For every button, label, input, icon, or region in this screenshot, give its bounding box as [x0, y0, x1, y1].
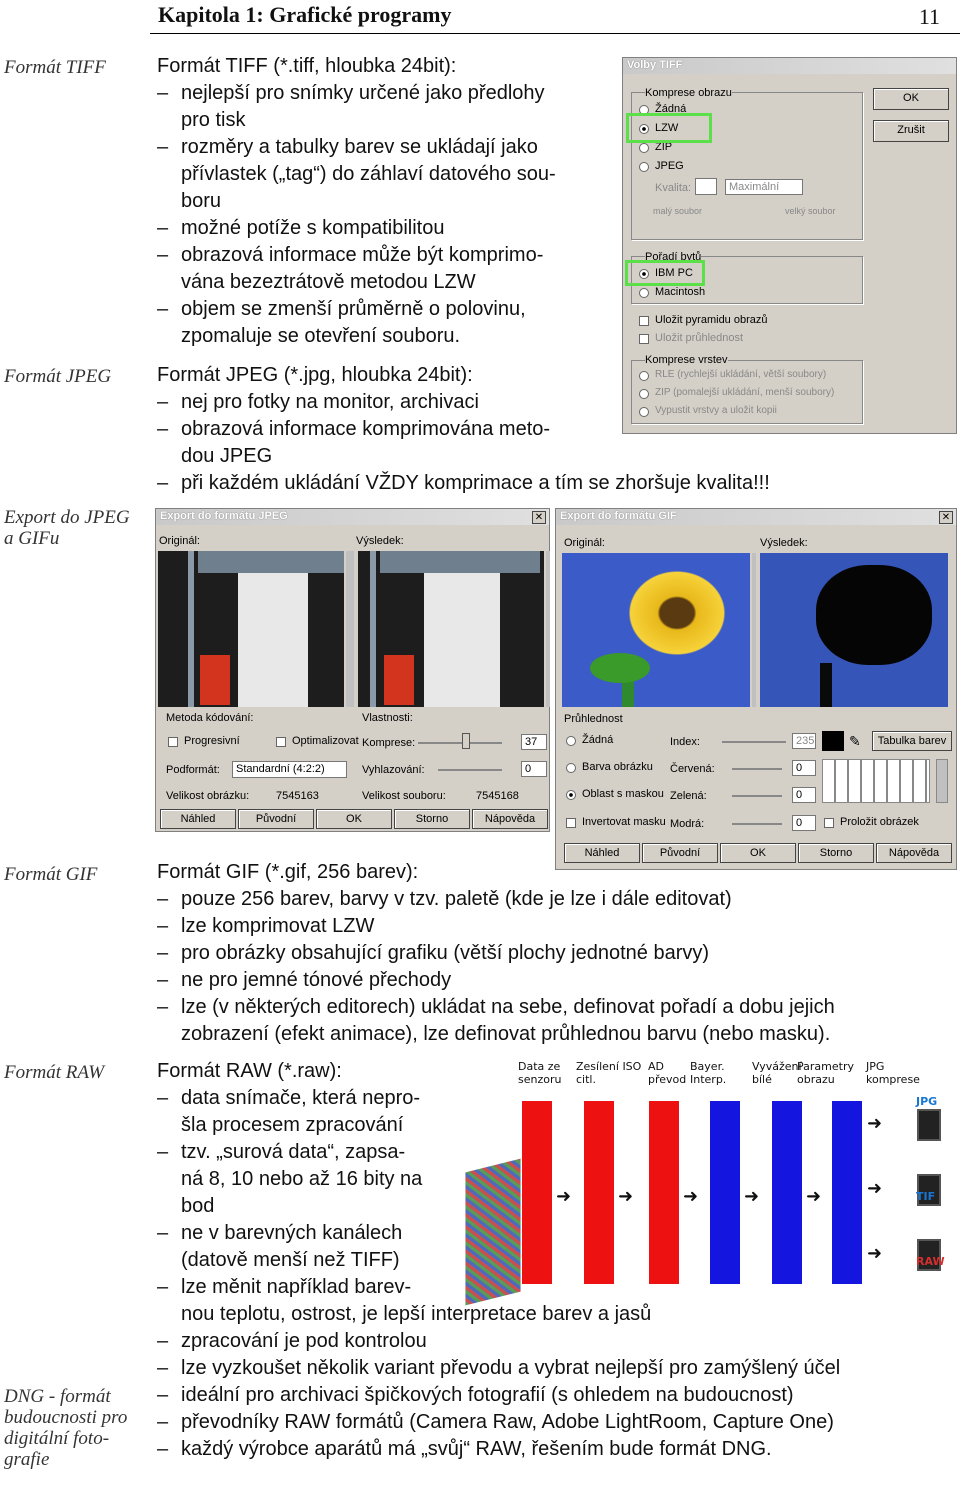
scrollbar[interactable] — [346, 551, 354, 707]
big-file-label: velký soubor — [785, 206, 836, 216]
blue-slider[interactable] — [732, 823, 782, 825]
encoding-method-label: Metoda kódování: — [166, 712, 254, 724]
bullet-dash: – — [157, 217, 169, 239]
arrow-icon: ➜ — [867, 1243, 883, 1264]
side-note-raw: Formát RAW — [4, 1062, 105, 1083]
side-note-jpeg: Formát JPEG — [4, 366, 112, 387]
side-note-export: Export do JPEG a GIFu — [4, 507, 130, 549]
list-item: ná 8, 10 nebo až 16 bity na — [181, 1168, 423, 1190]
ok-button[interactable]: OK — [720, 843, 796, 863]
green-label: Zelená: — [670, 790, 707, 802]
list-item: pro obrázky obsahující grafiku (větší plochy jednotné barvy) — [181, 942, 710, 964]
bullet-dash: – — [157, 996, 169, 1018]
radio-mask[interactable] — [566, 790, 576, 800]
compression-group-label: Komprese obrazu — [645, 87, 732, 99]
bullet-dash: – — [157, 1411, 169, 1433]
compression-value[interactable]: 37 — [521, 734, 547, 750]
file-size-value: 7545168 — [476, 790, 519, 802]
interlace-checkbox[interactable] — [824, 818, 834, 828]
subformat-label: Podformát: — [166, 764, 220, 776]
original-label: Originál: — [564, 537, 605, 549]
red-label: Červená: — [670, 763, 715, 775]
highlight-ibm — [625, 260, 705, 286]
list-item: boru — [181, 190, 222, 212]
list-item: vána bezeztrátově metodou LZW — [181, 271, 476, 293]
dialog-title-bar: Volby TIFF — [623, 58, 956, 74]
pipeline-stage-bar — [832, 1101, 862, 1284]
arrow-icon: ➜ — [806, 1186, 822, 1207]
bullet-dash: – — [157, 244, 169, 266]
close-icon[interactable]: ✕ — [532, 511, 546, 524]
progressive-checkbox[interactable] — [168, 737, 178, 747]
pipeline-step-label: Data ze senzoru — [518, 1060, 562, 1086]
bullet-dash: – — [157, 1087, 169, 1109]
bullet-dash: – — [157, 1384, 169, 1406]
list-item: každý výrobce aparátů má „svůj“ RAW, řešením bude formát DNG. — [181, 1438, 772, 1460]
chapter-title: Kapitola 1: Grafické programy — [158, 2, 452, 27]
list-item: při každém ukládání VŽDY komprimace a tím se zhoršuje kvalita!!! — [181, 472, 770, 494]
help-button[interactable]: Nápověda — [876, 843, 952, 863]
radio-jpeg-label: JPEG — [655, 160, 684, 172]
compression-label: Komprese: — [362, 737, 416, 749]
radio-rle-label: RLE (rychlejší ukládání, větší soubory) — [655, 369, 827, 380]
ok-button[interactable]: OK — [873, 88, 949, 110]
output-format-label: TIF — [916, 1190, 936, 1203]
color-table-button[interactable]: Tabulka barev — [872, 731, 952, 751]
green-slider[interactable] — [732, 795, 782, 797]
smoothing-label: Vyhlazování: — [362, 764, 425, 776]
bullet-dash: – — [157, 1276, 169, 1298]
list-item: ideální pro archivaci špičkových fotografií (s ohledem na budoucnost) — [181, 1384, 794, 1406]
list-item: zpracování je pod kontrolou — [181, 1330, 427, 1352]
bullet-dash: – — [157, 969, 169, 991]
pipeline-stage-bar — [649, 1101, 679, 1284]
radio-image-color-label: Barva obrázku — [582, 761, 653, 773]
result-preview — [358, 551, 544, 707]
layer-compression-label: Komprese vrstev — [645, 354, 728, 366]
radio-image-color[interactable] — [566, 763, 576, 773]
original-button[interactable]: Původní — [238, 809, 314, 829]
original-button[interactable]: Původní — [642, 843, 718, 863]
list-item: možné potíže s kompatibilitou — [181, 217, 445, 239]
jpeg-export-dialog — [155, 508, 550, 832]
smoothing-slider[interactable] — [438, 769, 502, 771]
pipeline-step-label: Bayer. Interp. — [690, 1060, 727, 1086]
bullet-dash: – — [157, 1141, 169, 1163]
bullet-dash: – — [157, 1330, 169, 1352]
original-label: Originál: — [159, 535, 200, 547]
checkbox-pyramid-label: Uložit pyramidu obrazů — [655, 314, 768, 326]
radio-rle[interactable] — [639, 371, 649, 381]
list-item: šla procesem zpracování — [181, 1114, 404, 1136]
list-item: zobrazení (efekt animace), lze definovat průhlednou barvu (nebo masku). — [181, 1023, 831, 1045]
radio-zip-label: ZIP — [655, 141, 673, 153]
radio-none-label: Žádná — [582, 734, 614, 746]
page-number: 11 — [918, 4, 940, 29]
radio-jpeg[interactable] — [639, 162, 649, 172]
list-item: obrazová informace komprimována meto- — [181, 418, 551, 440]
result-label: Výsledek: — [356, 535, 404, 547]
progressive-label: Progresivní — [184, 735, 240, 747]
bullet-dash: – — [157, 82, 169, 104]
help-button[interactable]: Nápověda — [472, 809, 548, 829]
radio-none[interactable] — [566, 736, 576, 746]
checkbox-pyramid[interactable] — [639, 316, 649, 326]
file-size-label: Velikost souboru: — [362, 790, 446, 802]
jpeg-heading: Formát JPEG (*.jpg, hloubka 24bit): — [157, 364, 473, 386]
color-swatch — [822, 731, 844, 751]
tiff-options-dialog — [622, 57, 957, 434]
radio-drop-layers[interactable] — [639, 407, 649, 417]
ok-button[interactable]: OK — [316, 809, 392, 829]
checkbox-transparency[interactable] — [639, 334, 649, 344]
index-label: Index: — [670, 736, 700, 748]
radio-mac-label: Macintosh — [655, 286, 706, 298]
list-item: převodníky RAW formátů (Camera Raw, Adobe LightRoom, Capture One) — [181, 1411, 834, 1433]
optimize-label: Optimalizovat — [292, 735, 359, 747]
list-item: zpomaluje se otevření souboru. — [181, 325, 461, 347]
pipeline-stage-bar — [772, 1101, 802, 1284]
bullet-dash: – — [157, 942, 169, 964]
bullet-dash: – — [157, 915, 169, 937]
list-item: lze (v některých editorech) ukládat na sebe, definovat pořadí a dobu jejich — [181, 996, 835, 1018]
radio-drop-layers-label: Vypustit vrstvy a uložit kopii — [655, 405, 777, 416]
pipeline-step-label: Zesílení ISO citl. — [576, 1060, 642, 1086]
green-value[interactable]: 0 — [792, 787, 816, 803]
subformat-select[interactable]: Standardní (4:2:2) — [232, 761, 347, 778]
pipeline-stage-bar — [710, 1101, 740, 1284]
bullet-dash: – — [157, 888, 169, 910]
invert-mask-checkbox[interactable] — [566, 818, 576, 828]
list-item: rozměry a tabulky barev se ukládají jako — [181, 136, 538, 158]
bullet-dash: – — [157, 391, 169, 413]
bullet-dash: – — [157, 1357, 169, 1379]
list-item: nej pro fotky na monitor, archivaci — [181, 391, 479, 413]
gif-heading: Formát GIF (*.gif, 256 barev): — [157, 861, 419, 883]
cancel-button[interactable]: Zrušit — [873, 120, 949, 142]
side-note-gif: Formát GIF — [4, 864, 98, 885]
radio-ibm-label: IBM PC — [655, 267, 693, 279]
list-item: objem se zmenší průměrně o polovinu, — [181, 298, 526, 320]
result-preview — [760, 553, 948, 707]
radio-mac[interactable] — [639, 288, 649, 298]
list-item: (datově menší než TIFF) — [181, 1249, 400, 1271]
compression-slider[interactable] — [418, 742, 502, 744]
blue-label: Modrá: — [670, 818, 705, 830]
palette-scrollbar[interactable] — [936, 759, 948, 803]
arrow-icon: ➜ — [867, 1113, 883, 1134]
smoothing-value[interactable]: 0 — [521, 761, 547, 777]
bullet-dash: – — [157, 1222, 169, 1244]
memory-card-icon — [917, 1109, 941, 1141]
quality-input[interactable] — [695, 178, 717, 195]
close-icon[interactable]: ✕ — [939, 511, 953, 524]
image-size-value: 7545163 — [276, 790, 319, 802]
arrow-icon: ➜ — [744, 1186, 760, 1207]
pipeline-step-label: AD převod — [648, 1060, 687, 1086]
list-item: tzv. „surová data“, zapsa- — [181, 1141, 406, 1163]
side-note-dng: DNG - formát budoucnosti pro digitální foto- grafie — [4, 1386, 128, 1470]
pipeline-step-label: Parametry obrazu — [797, 1060, 854, 1086]
red-value[interactable]: 0 — [792, 760, 816, 776]
palette-grid[interactable] — [822, 759, 930, 803]
sensor-image — [465, 1159, 520, 1306]
cancel-button[interactable]: Storno — [798, 843, 874, 863]
list-item: lze komprimovat LZW — [181, 915, 375, 937]
radio-mask-label: Oblast s maskou — [582, 788, 664, 800]
list-item: pro tisk — [181, 109, 246, 131]
arrow-icon: ➜ — [556, 1186, 572, 1207]
index-value[interactable]: 235 — [792, 733, 816, 749]
image-size-label: Velikost obrázku: — [166, 790, 250, 802]
small-file-label: malý soubor — [653, 206, 703, 216]
output-format-label: JPG — [916, 1095, 938, 1108]
preview-button[interactable]: Náhled — [160, 809, 236, 829]
bullet-dash: – — [157, 298, 169, 320]
blue-value[interactable]: 0 — [792, 815, 816, 831]
bullet-dash: – — [157, 1438, 169, 1460]
list-item: ne pro jemné tónové přechody — [181, 969, 452, 991]
radio-zip-layers[interactable] — [639, 389, 649, 399]
bullet-dash: – — [157, 418, 169, 440]
eyedropper-icon[interactable]: ✎ — [849, 733, 861, 749]
radio-lzw-label: LZW — [655, 122, 679, 134]
pipeline-step-label: JPG komprese — [866, 1060, 920, 1086]
optimize-checkbox[interactable] — [276, 737, 286, 747]
quality-select[interactable]: Maximální — [725, 179, 803, 195]
scrollbar-right[interactable] — [546, 551, 550, 707]
list-item: bod — [181, 1195, 215, 1217]
gif-export-dialog — [555, 508, 957, 870]
radio-zip[interactable] — [639, 143, 649, 153]
byte-order-label: Pořadí bytů — [645, 251, 702, 263]
checkbox-transparency-label: Uložit průhlednost — [655, 332, 744, 344]
list-item: lze vyzkoušet několik variant převodu a vybrat nejlepší pro zamýšlený účel — [181, 1357, 841, 1379]
pipeline-stage-bar — [522, 1101, 552, 1284]
dialog-title-bar: Export do formátu GIF — [556, 509, 956, 525]
tiff-heading: Formát TIFF (*.tiff, hloubka 24bit): — [157, 55, 457, 77]
bullet-dash: – — [157, 472, 169, 494]
interlace-label: Proložit obrázek — [840, 816, 919, 828]
original-preview — [562, 553, 750, 707]
list-item: lze měnit například barev- — [181, 1276, 412, 1298]
list-item: přívlastek („tag“) do záhlaví datového sou- — [181, 163, 556, 185]
arrow-icon: ➜ — [683, 1186, 699, 1207]
index-slider[interactable] — [722, 741, 786, 743]
properties-label: Vlastnosti: — [362, 712, 413, 724]
list-item: obrazová informace může být komprimo- — [181, 244, 544, 266]
scrollbar[interactable] — [752, 553, 756, 707]
original-preview — [158, 551, 344, 707]
preview-button[interactable]: Náhled — [564, 843, 640, 863]
radio-none-label: Žádná — [655, 103, 687, 115]
output-format-label: RAW — [916, 1255, 945, 1268]
radio-zip-layers-label: ZIP (pomalejší ukládání, menší soubory) — [655, 387, 835, 398]
raw-heading: Formát RAW (*.raw): — [157, 1060, 342, 1082]
header-rule — [150, 33, 960, 34]
list-item: nejlepší pro snímky určené jako předlohy — [181, 82, 545, 104]
compression-slider-thumb[interactable] — [462, 733, 470, 749]
list-item: nou teplotu, ostrost, je lepší interpretace barev a jasů — [181, 1303, 652, 1325]
invert-mask-label: Invertovat masku — [582, 816, 666, 828]
red-slider[interactable] — [732, 768, 782, 770]
arrow-icon: ➜ — [867, 1178, 883, 1199]
pipeline-stage-bar — [584, 1101, 614, 1284]
highlight-lzw — [626, 113, 712, 143]
list-item: ne v barevných kanálech — [181, 1222, 403, 1244]
dialog-title-bar: Export do formátu JPEG — [156, 509, 549, 525]
transparency-label: Průhlednost — [564, 713, 623, 725]
result-label: Výsledek: — [760, 537, 808, 549]
arrow-icon: ➜ — [618, 1186, 634, 1207]
list-item: data snímače, která nepro- — [181, 1087, 421, 1109]
list-item: pouze 256 barev, barvy v tzv. paletě (kde je lze i dále editovat) — [181, 888, 732, 910]
raw-pipeline-diagram — [462, 1058, 960, 1294]
side-note-tiff: Formát TIFF — [4, 57, 106, 78]
bullet-dash: – — [157, 136, 169, 158]
list-item: dou JPEG — [181, 445, 273, 467]
pipeline-step-label: Vyvážení bílé — [752, 1060, 802, 1086]
cancel-button[interactable]: Storno — [394, 809, 470, 829]
quality-label: Kvalita: — [655, 182, 692, 194]
